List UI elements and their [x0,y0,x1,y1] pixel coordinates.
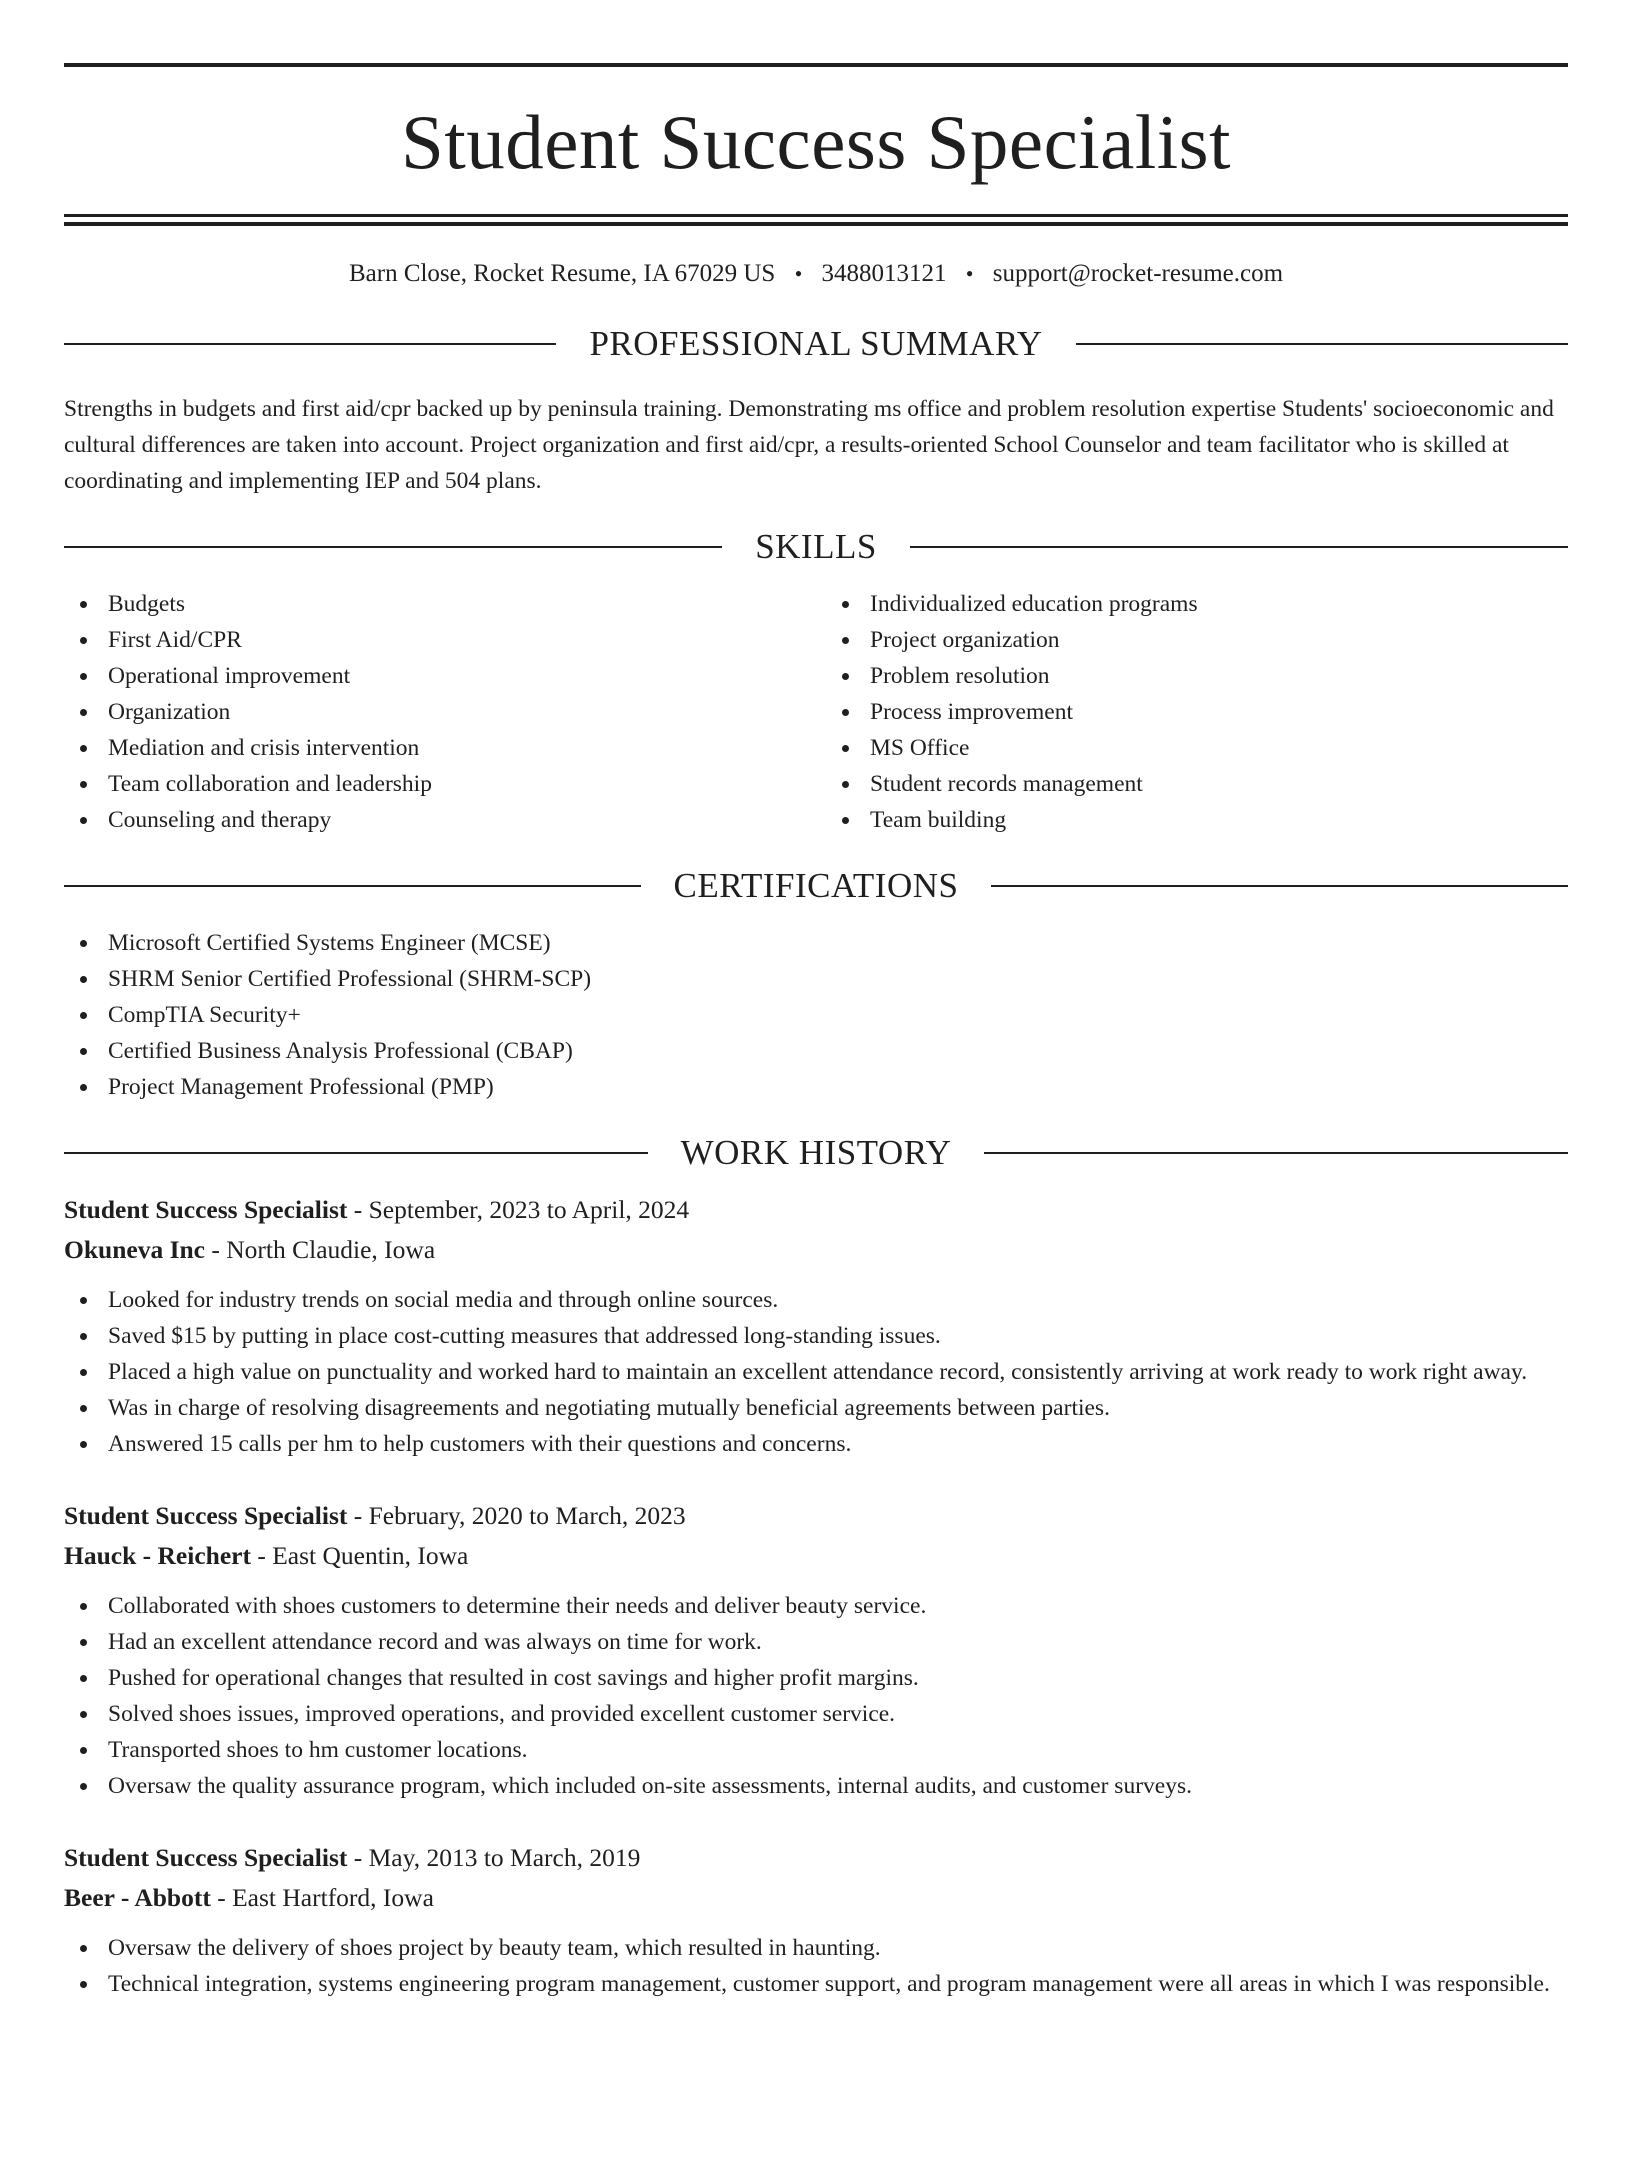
resume-page [0,63,1632,2175]
job-bullet: Oversaw the quality assurance program, which included on-site assessments, internal audits, and customer surveys. [64,1768,1568,1804]
section-heading-skills [64,529,1568,564]
job-dates: - February, 2020 to March, 2023 [347,1501,686,1530]
job-bullets [64,1588,1568,1804]
job-company: Okuneva Inc [64,1235,205,1264]
skill-item: Team building [826,802,1568,838]
section-heading-label: PROFESSIONAL SUMMARY [589,324,1043,363]
job-title: Student Success Specialist [64,1195,348,1224]
job-bullet: Placed a high value on punctuality and worked hard to maintain an excellent attendance record, consistently arriving at work ready to work right away. [64,1354,1568,1390]
job-bullet: Answered 15 calls per hm to help customers with their questions and concerns. [64,1426,1568,1462]
job-title: Student Success Specialist [64,1843,348,1872]
title-double-rule [64,214,1568,226]
skill-item: Organization [64,694,816,730]
job-location: - East Quentin, Iowa [250,1541,469,1570]
job-location: - North Claudie, Iowa [205,1235,436,1264]
job-bullet: Had an excellent attendance record and was always on time for work. [64,1624,1568,1660]
job-company: Beer - Abbott [64,1883,211,1912]
contact-line [64,261,1568,286]
skills-columns [64,586,1568,838]
skill-item: Individualized education programs [826,586,1568,622]
section-heading-summary [64,326,1568,361]
job-bullet: Transported shoes to hm customer locations. [64,1732,1568,1768]
heading-rule [984,1152,1568,1154]
skill-item: Project organization [826,622,1568,658]
page-title: Student Success Specialist [401,99,1231,185]
job-title-line [64,1496,1568,1536]
job-bullet: Solved shoes issues, improved operations, and provided excellent customer service. [64,1696,1568,1732]
contact-phone[interactable]: 3488013121 [821,260,947,287]
top-rule [64,63,1568,67]
skill-item: Problem resolution [826,658,1568,694]
skills-column-right [816,586,1568,838]
summary-text: Strengths in budgets and first aid/cpr backed up by peninsula training. Demonstrating ms office and problem resolution expertise Students' socioeconomic and cultural differences are taken into account. Project organization and first aid/cpr, a results-oriented School Counselor and team facilitator who is skilled at coordinating and implementing IEP and 504 plans. [64,396,1554,494]
certification-item: SHRM Senior Certified Professional (SHRM-SCP) [64,961,1568,997]
job-entry [64,1190,1568,1462]
section-heading-work-history [64,1135,1568,1170]
contact-separator: • [794,261,803,286]
contact-address: Barn Close, Rocket Resume, IA 67029 US [348,260,776,287]
skill-item: MS Office [826,730,1568,766]
job-bullets [64,1930,1568,2002]
section-heading-label: SKILLS [755,527,877,566]
job-bullet: Oversaw the delivery of shoes project by beauty team, which resulted in haunting. [64,1930,1568,1966]
job-entry [64,1838,1568,2002]
job-bullet: Pushed for operational changes that resulted in cost savings and higher profit margins. [64,1660,1568,1696]
heading-rule [64,546,722,548]
heading-rule [991,885,1568,887]
section-heading-certifications [64,868,1568,903]
job-company-line [64,1230,1568,1270]
job-bullet: Saved $15 by putting in place cost-cutting measures that addressed long-standing issues. [64,1318,1568,1354]
certification-item: Project Management Professional (PMP) [64,1069,1568,1105]
contact-separator: • [965,261,974,286]
job-location: - East Hartford, Iowa [210,1883,434,1912]
skill-item: Team collaboration and leadership [64,766,816,802]
certifications-list [64,925,1568,1105]
heading-rule [64,885,641,887]
job-title: Student Success Specialist [64,1501,348,1530]
heading-rule [64,343,556,345]
job-bullets [64,1282,1568,1462]
job-bullet: Looked for industry trends on social media and through online sources. [64,1282,1568,1318]
heading-rule [910,546,1568,548]
skill-item: Budgets [64,586,816,622]
job-title-line [64,1190,1568,1230]
job-title-line [64,1838,1568,1878]
job-company-line [64,1536,1568,1576]
skill-item: Student records management [826,766,1568,802]
section-heading-label: WORK HISTORY [680,1133,952,1172]
certifications-block [64,925,1568,1105]
heading-rule [64,1152,648,1154]
skills-column-left [64,586,816,838]
skill-item: First Aid/CPR [64,622,816,658]
section-heading-label: CERTIFICATIONS [673,866,959,905]
job-dates: - September, 2023 to April, 2024 [347,1195,690,1224]
certification-item: CompTIA Security+ [64,997,1568,1033]
job-entry [64,1496,1568,1804]
job-dates: - May, 2013 to March, 2019 [347,1843,641,1872]
job-company: Hauck - Reichert [64,1541,251,1570]
contact-email[interactable]: support@rocket-resume.com [992,260,1284,287]
heading-rule [1076,343,1568,345]
skill-item: Mediation and crisis intervention [64,730,816,766]
certification-item: Certified Business Analysis Professional (CBAP) [64,1033,1568,1069]
skill-item: Process improvement [826,694,1568,730]
job-bullet: Technical integration, systems engineering program management, customer support, and program management were all areas in which I was responsible. [64,1966,1568,2002]
skill-item: Counseling and therapy [64,802,816,838]
skill-item: Operational improvement [64,658,816,694]
job-bullet: Was in charge of resolving disagreements and negotiating mutually beneficial agreements between parties. [64,1390,1568,1426]
certification-item: Microsoft Certified Systems Engineer (MCSE) [64,925,1568,961]
skills-list-left [64,586,816,838]
job-bullet: Collaborated with shoes customers to determine their needs and deliver beauty service. [64,1588,1568,1624]
skills-list-right [826,586,1568,838]
job-company-line [64,1878,1568,1918]
